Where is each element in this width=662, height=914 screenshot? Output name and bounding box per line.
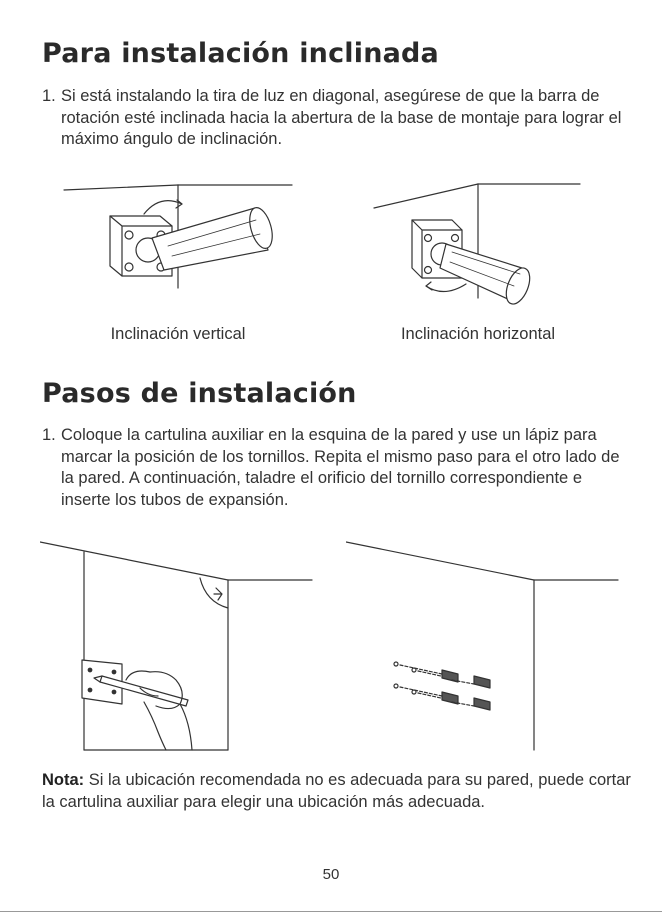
- horizontal-tilt-illustration: [370, 178, 590, 308]
- template-marking-illustration: [40, 536, 320, 766]
- vertical-tilt-illustration: [60, 178, 300, 296]
- installation-step: [42, 425, 632, 511]
- expansion-tubes-illustration: [346, 536, 626, 766]
- caption-horizontal-tilt: Inclinación horizontal: [400, 325, 556, 343]
- page-number: 50: [322, 866, 340, 883]
- note-text: Si la ubicación recomendada no es adecuada para su pared, puede cortar la cartulina auxiliar para elegir una ubicación más adecuada.: [42, 771, 631, 811]
- step-number: 1.: [42, 426, 56, 444]
- step-text: Si está instalando la tira de luz en diagonal, asegúrese de que la barra de rotación esté inclinada hacia la abertura de la base de montaje para lograr el máximo ángulo de inclinación.: [61, 87, 622, 148]
- section-title-tilted-installation: Para instalación inclinada: [42, 38, 439, 69]
- note-label: Nota:: [42, 771, 85, 789]
- caption-vertical-tilt: Inclinación vertical: [110, 325, 246, 343]
- tilted-installation-step: [42, 86, 632, 151]
- step-text: Coloque la cartulina auxiliar en la esquina de la pared y use un lápiz para marcar la posición de los tornillos. Repita el mismo paso para el otro lado de la pared. A continuación, taladre el orificio del tornillo correspondiente e inserte los tubos de expansión.: [61, 426, 620, 509]
- bottom-divider: [0, 911, 662, 912]
- step-number: 1.: [42, 87, 56, 105]
- note: [42, 770, 642, 813]
- section-title-installation-steps: Pasos de instalación: [42, 378, 357, 409]
